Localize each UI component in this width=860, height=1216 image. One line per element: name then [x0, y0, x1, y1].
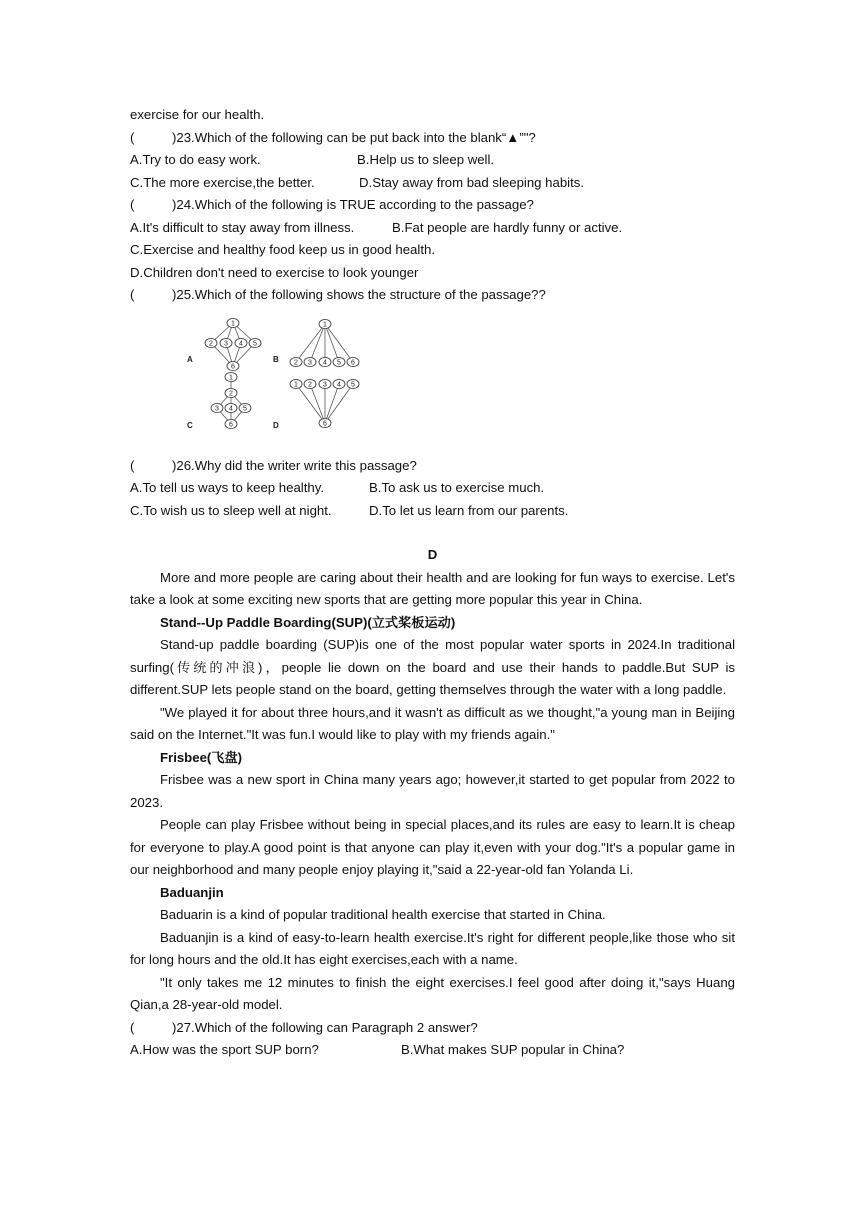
q24-option-b: B.Fat people are hardly funny or active. [392, 219, 623, 235]
node-a-2: 2 [209, 340, 213, 347]
node-c-6: 6 [229, 421, 233, 428]
q26-option-c: C.To wish us to sleep well at night. [130, 502, 332, 518]
q23-option-b: B.Help us to sleep well. [357, 152, 495, 167]
q26-option-d: D.To let us learn from our parents. [369, 502, 569, 518]
question-23 [130, 127, 735, 150]
node-a-6: 6 [231, 363, 235, 370]
question-25 [130, 284, 735, 307]
diagram-label-a: A [187, 354, 193, 364]
q24-option-d: D.Children don't need to exercise to look younger [130, 264, 419, 280]
node-c-4: 4 [229, 405, 233, 412]
diagram-label-c: C [187, 420, 193, 430]
baduanjin-heading: Baduanjin [160, 884, 224, 900]
baduanjin-paragraph-1: Baduarin is a kind of popular traditional health exercise that started in China. [160, 907, 606, 922]
baduanjin-paragraph-3: "It only takes me 12 minutes to finish the eight exercises.I feel good after doing it,"says Huang Qian,a 28-year-old model. [130, 974, 735, 1012]
baduanjin-paragraph-2: Baduanjin is a kind of easy-to-learn health exercise.It's right for different people,like those who sit for long hours and the old.It has eight exercises,each with a name. [130, 929, 735, 967]
answer-blank: ( [130, 287, 135, 302]
node-d-5: 5 [351, 381, 355, 388]
q27-option-b: B.What makes SUP popular in China? [401, 1042, 625, 1057]
node-b-6: 6 [351, 359, 355, 366]
diagram-label-b: B [273, 354, 279, 364]
node-b-4: 4 [323, 359, 327, 366]
q24-option-c: C.Exercise and healthy food keep us in good health. [130, 242, 435, 257]
question-23-stem: )23.Which of the following can be put back into the blank“▲”"? [172, 129, 536, 145]
q24-options-ab [130, 217, 735, 240]
node-d-6: 6 [323, 420, 327, 427]
diagram-label-d: D [273, 420, 279, 430]
q26-options-ab [130, 477, 735, 500]
node-c-5: 5 [243, 405, 247, 412]
q23-option-c: C.The more exercise,the better. [130, 174, 315, 190]
structure-diagrams-svg [185, 310, 375, 444]
answer-blank: ( [130, 457, 135, 473]
q22-tail: exercise for our health. [130, 107, 265, 122]
sup-paragraph-2: "We played it for about three hours,and it wasn't as difficult as we thought,"a young man in Beijing said on the Internet."It was fun.I would like to play with my friends again." [130, 704, 735, 742]
node-b-3: 3 [308, 359, 312, 366]
node-a-1: 1 [231, 320, 235, 327]
node-a-3: 3 [224, 340, 228, 347]
q23-options-cd [130, 172, 735, 195]
sup-paragraph-1: Stand-up paddle boarding (SUP)is one of the most popular water sports in 2024.In traditional surfing(传统的冲浪)，people lie down on the board and use their hands to paddle.But SUP is different.SUP lets people stand on the board, getting themselves through the water with a long paddle. [130, 637, 735, 697]
node-d-3: 3 [323, 381, 327, 388]
frisbee-heading: Frisbee(飞盘) [160, 749, 243, 765]
frisbee-paragraph-2: People can play Frisbee without being in special places,and its rules are easy to learn.It is cheap for everyone to play.A good point is that anyone can play it,even with your dog."It's a popular game in our neighborhood and many people enjoy playing it,"said a 22-year-old fan Yolanda Li. [130, 817, 735, 877]
question-26 [130, 455, 735, 478]
question-24 [130, 194, 735, 217]
q27-option-a: A.How was the sport SUP born? [130, 1042, 319, 1057]
q23-option-a: A.Try to do easy work. [130, 152, 261, 167]
frisbee-paragraph-1: Frisbee was a new sport in China many years ago; however,it started to get popular from 2022 to 2023. [130, 772, 735, 810]
answer-blank: ( [130, 129, 135, 145]
q26-options-cd [130, 500, 735, 523]
q26-option-a: A.To tell us ways to keep healthy. [130, 480, 325, 495]
section-d-intro: More and more people are caring about their health and are looking for fun ways to exercise. Let's take a look at some exciting new sports that are getting more popular this year in China. [130, 569, 735, 607]
sup-heading: Stand--Up Paddle Boarding(SUP)(立式桨板运动) [160, 614, 456, 630]
node-b-2: 2 [294, 359, 298, 366]
worksheet-page [130, 104, 735, 1062]
node-d-1: 1 [294, 381, 298, 388]
node-b-5: 5 [337, 359, 341, 366]
section-d-title: D [427, 547, 438, 562]
node-d-4: 4 [337, 381, 341, 388]
question-24-stem: )24.Which of the following is TRUE according to the passage? [172, 197, 534, 212]
question-27-stem: )27.Which of the following can Paragraph 2 answer? [172, 1019, 478, 1035]
question-25-stem: )25.Which of the following shows the structure of the passage?? [172, 287, 546, 302]
node-d-2: 2 [308, 381, 312, 388]
question-27 [130, 1017, 735, 1040]
structure-diagrams [130, 310, 735, 444]
answer-blank: ( [130, 1019, 135, 1035]
question-26-stem: )26.Why did the writer write this passage? [172, 457, 417, 473]
node-a-5: 5 [253, 340, 257, 347]
q23-options-ab [130, 149, 735, 172]
q23-option-d: D.Stay away from bad sleeping habits. [359, 174, 585, 190]
answer-blank: ( [130, 197, 135, 212]
node-c-2: 2 [229, 390, 233, 397]
q27-options-ab [130, 1039, 735, 1062]
node-c-3: 3 [215, 405, 219, 412]
node-c-1: 1 [229, 374, 233, 381]
node-b-1: 1 [323, 321, 327, 328]
node-a-4: 4 [239, 340, 243, 347]
q24-option-a: A.It's difficult to stay away from illness. [130, 219, 355, 235]
q26-option-b: B.To ask us to exercise much. [369, 480, 545, 495]
